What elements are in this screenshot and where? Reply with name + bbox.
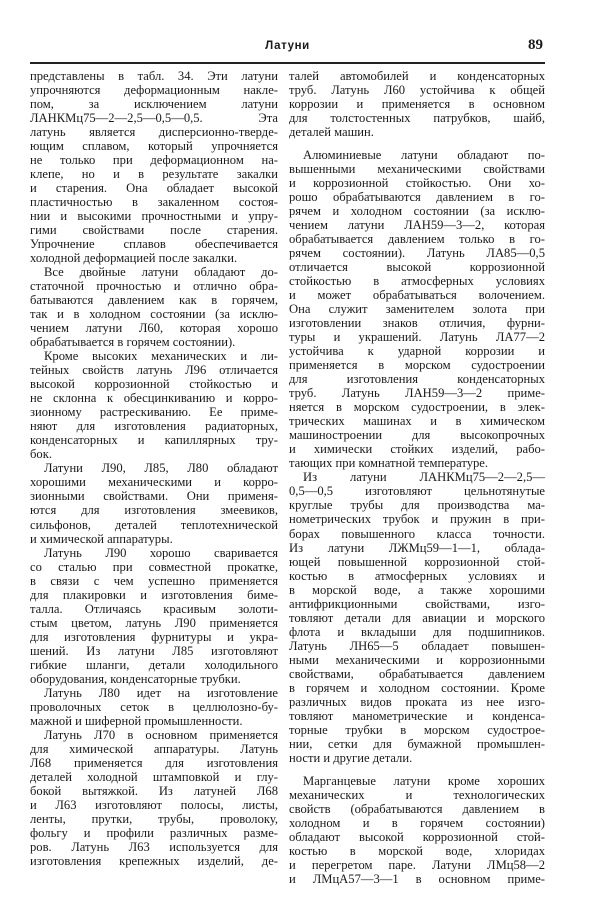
text-line: пластичностью в закаленном состоя- — [30, 195, 278, 210]
text-line: холодной деформацией после закалки. — [30, 251, 238, 266]
text-line: чением латуни ЛАН59—3—2, которая — [289, 218, 545, 233]
text-line: и коррозионной стойкостью. Они хо- — [289, 176, 545, 191]
text-line: шений. Из латуни Л85 изготовляют — [30, 643, 278, 658]
text-line: устойчива к ударной коррозии и — [289, 344, 545, 359]
paragraph — [30, 69, 278, 265]
text-line: обрабатывается в горячем состоянии). — [30, 335, 236, 350]
paragraph — [30, 546, 278, 686]
text-line: нии, сетки для бумажной промышлен- — [289, 736, 545, 751]
text-line: так и в холодном состоянии (за исклю- — [30, 307, 278, 322]
text-line: свойствами, обрабатывается давлением — [289, 666, 545, 681]
text-line: свойств (обрабатываются давлением в — [289, 801, 545, 816]
paragraph — [30, 461, 278, 545]
text-line: ЛАНКМц75—2—2,5—0,5—0,5. Эта — [30, 111, 278, 126]
text-line: гибкие шланги, детали холодильного — [30, 657, 278, 672]
text-line: упрочняются деформационным накле- — [30, 83, 278, 98]
text-line: труб. Латунь Л60 устойчива к общей — [289, 83, 545, 98]
page-number: 89 — [528, 37, 543, 53]
text-line: бокой вытяжкой. Из латуней Л68 — [30, 783, 278, 798]
text-line: Из латуни ЛЖМц59—1—1, облада- — [289, 540, 545, 555]
text-line: конденсаторных и капиллярных тру- — [30, 433, 278, 448]
text-line: деталей холодной штамповкой и глу- — [30, 769, 278, 784]
text-line: талей автомобилей и конденсаторных — [289, 69, 545, 83]
text-line: антифрикционными свойствами, изго- — [289, 596, 545, 611]
text-line: чением латуни Л60, которая хорошо — [30, 321, 278, 336]
text-line: Латунь Л80 идет на изготовление — [44, 685, 278, 700]
text-line: ности и другие детали. — [289, 750, 413, 765]
paragraph — [289, 774, 545, 886]
text-line: 0,5—0,5 изготовляют цельнотянутые — [289, 484, 545, 499]
running-head — [30, 37, 545, 64]
text-line: фольгу и профили различных разме- — [30, 825, 278, 840]
text-line: изготовлении знаков отличия, фурни- — [289, 316, 545, 331]
text-line: не склонна к обесцинкиванию и корро- — [30, 391, 278, 406]
text-line: ющей повышенной коррозионной стой- — [289, 554, 545, 569]
text-line: и может обрабатываться волочением. — [289, 288, 545, 303]
text-line: ров. Латунь Л63 используется для — [30, 839, 278, 854]
paragraph — [30, 686, 278, 728]
text-line: бок. — [30, 447, 52, 462]
text-line: товляют детали для авиации и морского — [289, 610, 545, 625]
text-line: трических машинах и в химическом — [289, 414, 545, 429]
paragraph — [289, 148, 545, 470]
text-line: зионному растрескиванию. Ее приме- — [30, 405, 278, 420]
text-line: и химически стойких изделий, рабо- — [289, 442, 545, 457]
text-line: ленты, прутки, трубы, проволоку, — [30, 811, 278, 826]
text-line: применяется в морском судостроении — [289, 358, 545, 373]
text-column-left — [30, 69, 278, 868]
text-line: костью в морской воде, хлоридах — [289, 843, 545, 858]
text-line: Марганцевые латуни кроме хороших — [303, 773, 545, 788]
text-line: борах повышенного класса точности. — [289, 526, 545, 541]
text-line: проволочных сеток в целлюлозно-бу- — [30, 699, 278, 714]
text-line: и перегретом паре. Латуни ЛМц58—2 — [289, 857, 545, 872]
text-line: и Л63 изготовляют полосы, листы, — [30, 797, 278, 812]
text-line: рошо обрабатываются давлением в го- — [289, 190, 545, 205]
paragraph — [30, 349, 278, 461]
text-line: высокой коррозионной стойкостью и — [30, 377, 278, 392]
paragraph — [289, 470, 545, 764]
text-line: талла. Отличаясь красивым золоти- — [30, 601, 278, 616]
text-line: стойкостью в атмосферных условиях — [289, 274, 545, 289]
text-column-right — [289, 69, 545, 886]
text-line: нии и высокими прочностными и упру- — [30, 209, 278, 224]
text-line: зионными свойствами. Они применя- — [30, 489, 278, 504]
text-line: со сталью при совместной прокатке, — [30, 559, 278, 574]
paragraph — [30, 265, 278, 349]
text-line: товляют манометрические и конденса- — [289, 708, 545, 723]
text-line: няют для изготовления радиаторных, — [30, 419, 278, 434]
text-line: флота и вкладыши для подшипников. — [289, 624, 545, 639]
text-line: ными механическими и коррозионными — [289, 652, 545, 667]
text-line: статочной прочностью и отлично обра- — [30, 279, 278, 294]
text-line: круглые трубы для производства ма- — [289, 498, 545, 513]
text-line: торные трубки в морском судострое- — [289, 722, 545, 737]
text-line: туры и украшений. Латунь ЛА77—2 — [289, 330, 545, 345]
text-line: Из латуни ЛАНКМц75—2—2,5— — [303, 470, 545, 485]
text-line: Латуни Л90, Л85, Л80 обладают — [44, 461, 278, 476]
text-line: костью в атмосферных условиях и — [289, 568, 545, 583]
text-line: мажной и шиферной промышленности. — [30, 713, 243, 728]
text-line: нометрических трубок и пружин в при- — [289, 512, 545, 527]
text-line: Л68 применяется для изготовления — [30, 755, 278, 770]
text-line: коррозии и применяется в основном — [289, 97, 545, 112]
text-line: пом, за исключением латуни — [30, 97, 278, 112]
text-line: изготовления крепежных изделий, де- — [30, 853, 278, 868]
text-line: холодном и в горячем состоянии) — [289, 815, 545, 830]
text-line: гими свойствами после старения. — [30, 223, 278, 238]
text-line: в горячем и холодном состоянии. Кроме — [289, 680, 545, 695]
text-line: не только при деформационном на- — [30, 153, 278, 168]
text-line: для изготовления фурнитуры и укра- — [30, 629, 278, 644]
text-line: деталей машин. — [289, 125, 374, 140]
text-line: машиностроении для высокопрочных — [289, 428, 545, 443]
text-line: различных видов проката из нее изго- — [289, 694, 545, 709]
text-line: рячем и холодном состоянии (за исклю- — [289, 204, 545, 219]
text-line: стым цветом, латунь Л90 применяется — [30, 615, 278, 630]
text-line: отличается высокой коррозионной — [289, 260, 545, 275]
text-line: тейных свойств латунь Л96 отличается — [30, 363, 278, 378]
text-line: сильфонов, деталей теплотехнической — [30, 517, 278, 532]
text-line: тающих при комнатной температуре. — [289, 456, 489, 471]
text-line: Она служит заменителем золота при — [289, 302, 545, 317]
text-line: для плакировки и изготовления биме- — [30, 587, 278, 602]
paragraph — [30, 728, 278, 868]
text-line: рячем состоянии). Латунь ЛА85—0,5 — [289, 246, 545, 261]
text-line: для химической аппаратуры. Латунь — [30, 741, 278, 756]
text-line: в связи с чем успешно применяется — [30, 573, 278, 588]
text-line: ются для изготовления змеевиков, — [30, 503, 278, 518]
text-line: представлены в табл. 34. Эти латуни — [30, 69, 278, 83]
text-line: ющим сплавом, который упрочняется — [30, 139, 278, 154]
text-line: и старения. Она обладает высокой — [30, 181, 278, 196]
text-line: Алюминиевые латуни обладают по- — [303, 148, 545, 163]
paragraph — [289, 69, 545, 139]
text-line: Латунь ЛН65—5 обладает повышен- — [289, 638, 545, 653]
text-line: Все двойные латуни обладают до- — [44, 265, 278, 280]
text-line: Упрочнение сплавов обеспечивается — [30, 237, 278, 252]
running-head-title: Латуни — [265, 40, 310, 52]
text-line: няется в морском судостроении, в элек- — [289, 400, 545, 415]
text-line: клепе, но и в результате закалки — [30, 167, 278, 182]
text-line: и ЛМцА57—3—1 в основном приме- — [289, 871, 545, 886]
text-line: для изготовления конденсаторных — [289, 372, 545, 387]
text-line: труб. Латунь ЛАН59—3—2 приме- — [289, 386, 545, 401]
text-line: оборудования, конденсаторные трубки. — [30, 671, 241, 686]
text-line: Латунь Л70 в основном применяется — [44, 727, 278, 742]
text-line: обрабатывается давлением только в го- — [289, 232, 545, 247]
text-line: вышенными механическими свойствами — [289, 162, 545, 177]
text-line: Кроме высоких механических и ли- — [44, 349, 278, 364]
text-line: батываются давлением как в горячем, — [30, 293, 278, 308]
text-line: Латунь Л90 хорошо сваривается — [44, 545, 278, 560]
text-line: механических и технологических — [289, 787, 545, 802]
text-line: латунь является дисперсионно-тверде- — [30, 125, 278, 140]
text-line: обладают высокой коррозионной стой- — [289, 829, 545, 844]
text-line: и химической аппаратуры. — [30, 531, 173, 546]
text-line: для толстостенных патрубков, шайб, — [289, 111, 545, 126]
text-line: в морской воде, а также хорошими — [289, 582, 545, 597]
text-line: хорошими механическими и корро- — [30, 475, 278, 490]
